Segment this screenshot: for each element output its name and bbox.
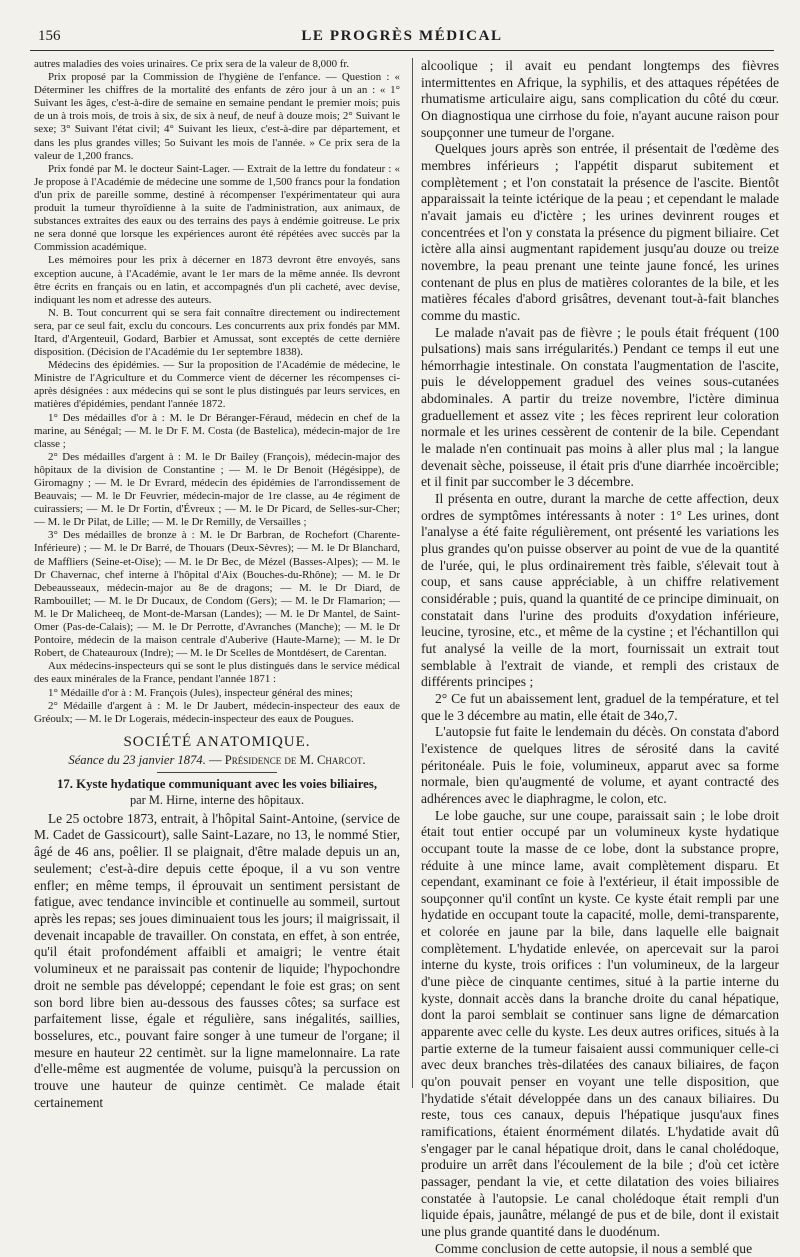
divider xyxy=(157,772,277,773)
article-author: par M. Hirne, interne des hôpitaux. xyxy=(129,792,305,807)
paragraph: Médecins des épidémies. — Sur la proposition de l'Académie de médecine, le Ministre de l'Agriculture et du Commerce vient de décerner les récompenses ci-après désignées : aux médecins qui se sont le plus distingués par leurs services, en matières d'épidémies, pendant l'année 1872. xyxy=(34,359,400,411)
paragraph: Il présenta en outre, durant la marche de cette affection, deux ordres de symptômes intéressants à noter : 1° Les urines, dont l'analyse a été faite régulièrement, ont présenté les variations les plus grandes qu'on puisse observer au point de vue de la quantité de l'urée, qui, le plus ordinairement très faible, s'élevait tout à coup, et sans cause appréciable, à un chiffre relativement considérable ; puis, quand la quantité de ce principe diminuait, on constatait dans l'urine des produits d'oxydation inférieure, leucine, tyrosine, etc., et même de la cystine ; et l'échantillon qui fut analysé la veille de la mort, fournissait un extrait tout semblable à l'extrait de viande, et rempli des cristaux de différents principes ; xyxy=(421,491,779,690)
paragraph: Aux médecins-inspecteurs qui se sont le plus distingués dans le service médical des eaux minérales de la France, pendant l'année 1871 : xyxy=(34,660,400,686)
page-header xyxy=(30,26,774,51)
paragraph: Le 25 octobre 1873, entrait, à l'hôpital Saint-Antoine, (service de M. Cadet de Gassicourt), salle Saint-Lazare, no 13, le nommé Stier, âgé de 46 ans, poêlier. Il se plaignait, d'être malade depuis un an, seulement; c'est-à-dire depuis cette époque, il a vu son ventre enfler; en même temps, il éprouvait un sentiment persistant de fatigue, avec tendance invincible et continuelle au sommeil, surtout après les repas; ses joues diminuaient tous les jours; il maigrissait, il devenait incapable de travailler. On constata, en effet, à son entrée, qu'il était profondément affaibli et amaigri; le ventre était volumineux et ne paraissait pas contenir de liquide; l'hypochondre droit ne semble pas développé; cependant le foie est gras; on sent son bord libre bien au-dessous des fausses côtes; sa surface est parfaitement lisse, égale et régulière, sans inégalités, saillies, bosselures, etc., pouvant faire songer à une tumeur de l'organe; il mesure en hauteur 22 centimèt. sur la ligne mamelonnaire. La rate d'elle-même est augmentée de volume, puisqu'à la percussion on trouve une hauteur de quinze centimèt. Ce malade était certainement xyxy=(34,810,400,1110)
paragraph: autres maladies des voies urinaires. Ce prix sera de la valeur de 8,000 fr. xyxy=(34,58,350,70)
prize-announcements xyxy=(34,58,400,726)
paragraph: Prix fondé par M. le docteur Saint-Lager. — Extrait de la lettre du fondateur : « Je propose à l'Académie de médecine une somme de 1,500 francs pour la fondation d'un prix de pareille somme, destiné à récompenser l'expérimentateur qui aura produit la tumeur thyroïdienne à la suite de l'administration, aux animaux, de substances extraites des eaux ou des terrains des pays à endémie goitreuse. Le prix ne sera donné que lorsque les expériences auront été répétées avec succès par la Commission académique. xyxy=(34,162,400,254)
session-line xyxy=(34,753,400,768)
session-date: Séance du 23 janvier 1874. xyxy=(68,752,206,767)
paragraph: 1° Médaille d'or à : M. François (Jules), inspecteur général des mines; xyxy=(48,686,353,699)
paragraph: N. B. Tout concurrent qui se sera fait connaître directement ou indirectement sera, par ce seul fait, exclu du concours. Les concurrents aux prix fondés par MM. Itard, d'Argenteuil, Godard, Barbier et Amussat, sont exceptés de cette dernière disposition. (Décision de l'Académie du 1er septembre 1838). xyxy=(34,306,400,359)
section-title: SOCIÉTÉ ANATOMIQUE. xyxy=(123,733,311,750)
paragraph: Comme conclusion de cette autopsie, il nous a semblé que xyxy=(435,1240,753,1256)
article-title: 17. Kyste hydatique communiquant avec les voies biliaires, xyxy=(56,776,378,791)
paragraph: 2° Des médailles d'argent à : M. le Dr Bailey (François), médecin-major des hôpitaux de la division de Constantine ; — M. le Dr Benoit (Hégésippe), de Giromagny ; — M. le Dr Evrard, médecin des épidémies de l'arrondissement de Beauvais; — M. le Dr Feuvrier, médecin-major de 1re classe, au 4e régiment de cuirassiers; — M. le Dr Fortin, d'Évreux ; — M. le Dr Picard, de Selles-sur-Cher; — M. le Dr Pilat, de Lille; — M. le Dr Remilly, de Versailles ; xyxy=(34,450,400,529)
paragraph: 2° Médaille d'argent à : M. le Dr Jaubert, médecin-inspecteur des eaux de Gréoulx; — M. le Dr Logerais, médecin-inspecteur des eaux de Pougues. xyxy=(34,699,400,725)
right-column xyxy=(412,58,779,1256)
paragraph: Les mémoires pour les prix à décerner en 1873 devront être envoyés, sans exception aucune, à l'Académie, avant le 1er mars de la même année. Ils devront être écrits en français ou en latin, et accompagnés d'un pli cacheté, avec devise, indiquant les nom et adresse des auteurs. xyxy=(34,254,400,306)
paragraph: 1° Des médailles d'or à : M. le Dr Béranger-Féraud, médecin en chef de la marine, au Sénégal; — M. le Dr F. M. Costa (de Bastelica), médecin-major de 1re classe ; xyxy=(34,411,400,450)
article-body xyxy=(34,811,400,1112)
left-column xyxy=(34,58,400,1110)
paragraph: Quelques jours après son entrée, il présentait de l'œdème des membres inférieurs ; l'appétit disparut subitement et complètement ; et l'on constatait la présence de l'ascite. Bientôt apparaissait la teinte ictérique de la peau ; et cependant le malade n'avait jamais eu d'ictère ; les urines devinrent rouges et concentrées et l'on y constata la présence du pigment biliaire. Cet ictère alla ainsi augmentant rapidement jusqu'au douze ou treize novembre, la peau prenant une teinte jaune foncé, les urines contenant de plus en plus de matières colorantes de la bile, et les matières fécales d'abord grisâtres, devenant tout-à-fait blanches comme du mastic. xyxy=(421,141,779,323)
paragraph: 2° Ce fut un abaissement lent, graduel de la température, et tel que le 3 décembre au matin, elle était de 34o,7. xyxy=(421,690,779,723)
paragraph: 3° Des médailles de bronze à : M. le Dr Barbran, de Rochefort (Charente-Inférieure) ; — M. le Dr Barré, de Thouars (Deux-Sèvres); — M. le Dr Blanchard, de Maffliers (Seine-et-Oise); — M. le Dr Bec, de Mézel (Basses-Alpes); — M. le Dr Chavernac, chef interne à l'hôpital d'Aix (Bouches-du-Rhône); — M. le Dr Debeausseaux, médecin-major au 8e de dragons; — M. le Dr Diard, de Rambouillet; — M. le Dr Ducaux, de Condom (Gers); — M. le Dr Flamarion; — M. le Dr Malicheeq, de Mont-de-Marsan (Landes); — M. le Dr Mantel, de Saint-Omer (Pas-de-Calais); — M. le Dr Perrotte, d'Avranches (Manche); — M. le Dr Pontoire, médecin de la maison centrale d'Auberive (Haute-Marne); — M. le Dr Robert, de Chateauroux (Indre); — M. le Dr Scelles de Montdésert, de Carentan. xyxy=(34,529,400,660)
paragraph: L'autopsie fut faite le lendemain du décès. On constata d'abord l'existence de quelques litres de sérosité dans la cavité péritonéale. Puis le foie, volumineux, apparut avec sa forme normale, bien qu'augmenté de volume, et ayant contracté des adhérences avec le diaphragme, le colon, etc. xyxy=(421,724,779,806)
paragraph: alcoolique ; il avait eu pendant longtemps des fièvres intermittentes en Afrique, la syphilis, et des attaques répétées de rhumatisme articulaire aigu, sans complication du côté du cœur. On diagnostiqua une cirrhose du foie, n'ayant aucune raison pour soupçonner une tumeur de l'organe. xyxy=(421,58,779,140)
paragraph: Prix proposé par la Commission de l'hygiène de l'enfance. — Question : « Déterminer les chiffres de la mortalité des enfants de zéro jour à un an : « 1° Suivant les âges, c'est-à-dire de semaine en semaine pendant le premier mois; puis de un à trois mois, de trois à six, de six à neuf, de neuf à douze mois; 2° Suivant le sexe; 3° Suivant l'état civil; 4° Suivant les lieux, c'est-à-dire par département, et dans les plus grandes villes; 5o Suivant les mois de l'année. » Ce prix sera de la valeur de 1,200 francs. xyxy=(34,71,400,162)
running-title: LE PROGRÈS MÉDICAL xyxy=(301,28,503,44)
page-number: 156 xyxy=(38,28,61,44)
presidency: — Présidence de M. Charcot. xyxy=(209,752,366,767)
paragraph: Le malade n'avait pas de fièvre ; le pouls était fréquent (100 pulsations) mais sans irrégularités.) Pendant ce temps il eut une hémorrhagie intestinale. On constata l'augmentation de l'ascite, puis le développement graduel des veines sous-cutanées abdominales. A partir du treize novembre, l'ictère diminua graduellement et assez vite ; les fèces reprirent leur coloration normale et les urines cessèrent de contenir de la bile. Cependant le malade n'en continuait pas moins à aller plus mal ; la langue devenait sèche, poisseuse, il était pris d'une diarrhée incoërcible; et il finit par succomber le 3 décembre. xyxy=(421,324,779,490)
paragraph: Le lobe gauche, sur une coupe, paraissait sain ; le lobe droit était tout entier occupé par un volumineux kyste hydatique occupant toute la masse de ce lobe, dont la substance propre, réduite à une mince lame, avait complètement disparu. Et cependant, examinant ce foie à l'extérieur, il était impossible de soupçonner qu'il contînt un kyste. Ce kyste était rempli par une hydatide en occupant toute la capacité, molle, demi-transparente, et colorée en jaune par la bile, dans laquelle elle baignait complètement. L'hydatide enlevée, on apercevait sur la paroi interne du kyste, trois orifices : l'un volumineux, de la largeur d'une pièce de cinquante centimes, situé à la partie interne du kyste, donnait accès dans la branche droite du canal hépatique, dont la paroi semblait se continuer sans ligne de démarcation apparente avec celle du kyste. Les deux autres orifices, situés à la partie externe de la tumeur faisaient aussi communiquer celle-ci avec deux branches très-dilatées des canaux biliaires, de façon qu'on pouvait penser en voyant une telle disposition, que l'hydatide s'était développée dans un des canaux biliaires. Du reste, tous ces canaux, depuis l'hépatique jusqu'aux fines ramifications, étaient énormément dilatés. L'hydatide avait dû s'engager par le canal hépatique droit, dans le canal cholédoque, produire un arrêt dans l'écoulement de la bile ; d'où cet ictère passager, pendant la vie, et cette dilatation des voies biliaires constatée à l'autopsie. Le canal cholédoque était rempli d'un liquide épais, jaunâtre, mélangé de pus et de bile, dont il existait une plus grande quantité dans le duodénum. xyxy=(421,807,779,1239)
